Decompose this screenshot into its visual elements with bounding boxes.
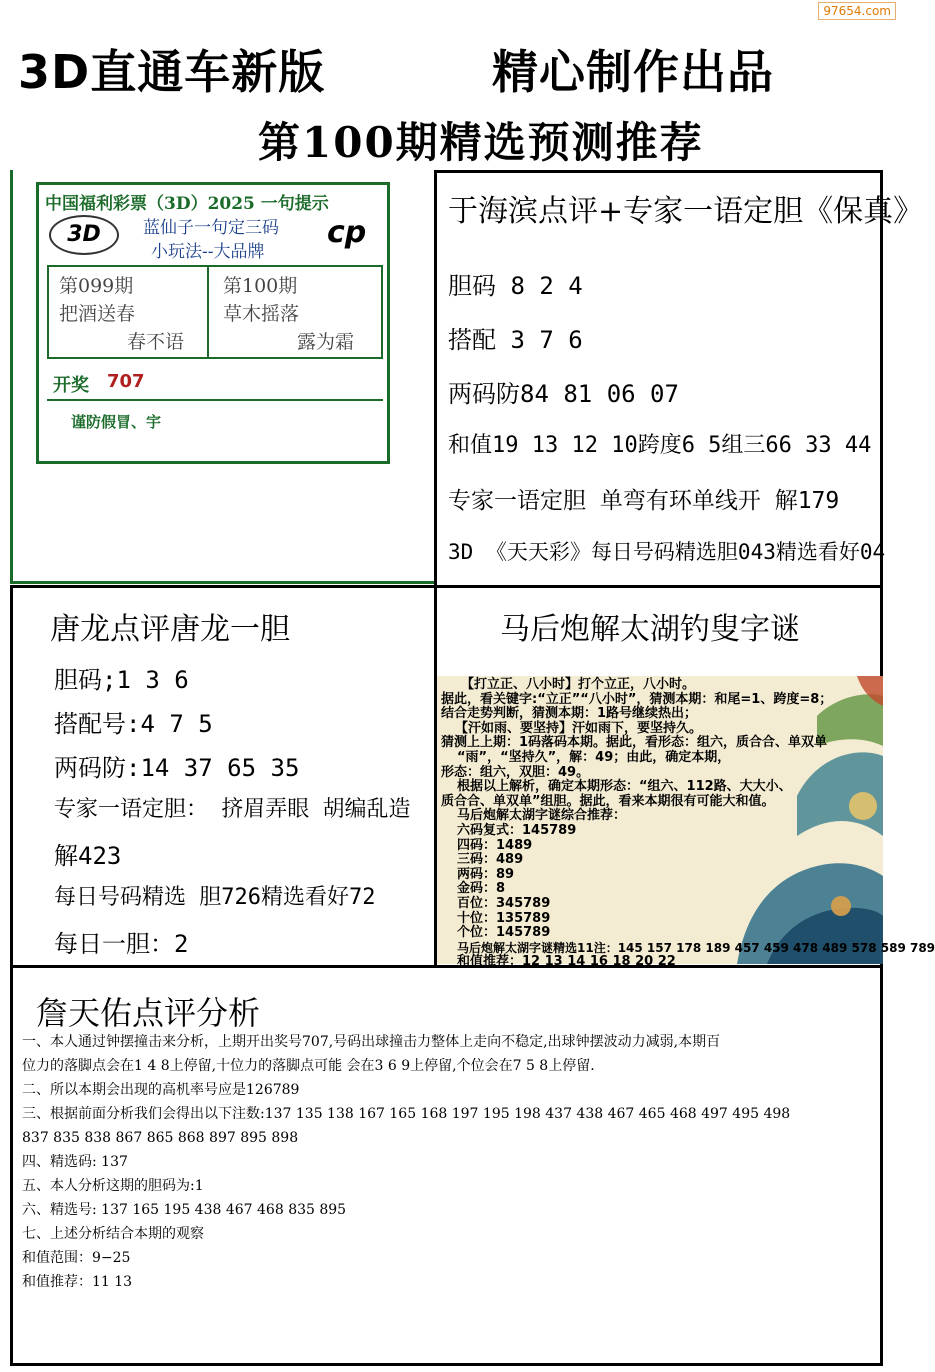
- zhan-title: 詹天佑点评分析: [36, 994, 261, 1032]
- cp-logo: cp: [327, 215, 367, 250]
- riddle-line: 【打立正、八小时】打个立正，八小时。: [461, 677, 696, 692]
- tang-line: 每日一胆：2: [54, 930, 189, 958]
- tang-line: 胆码;1 3 6: [54, 666, 189, 694]
- frame-bottom-border: [10, 1363, 882, 1366]
- riddle-line: 结合走势判断，猜测本期：1路号继续热出；: [441, 706, 698, 722]
- tang-line: 专家一语定胆： 挤眉弄眼 胡编乱造: [54, 797, 411, 822]
- card-slogan-2: 小玩法--大品牌: [151, 242, 265, 262]
- riddle-line: 个位：145789: [457, 925, 551, 941]
- next-line2: 露为霜: [297, 331, 355, 353]
- analysis-line: 五、本人分析这期的胆码为:1: [22, 1178, 204, 1194]
- riddle-line: 马后炮解太湖字谜精选11注：145 157 178 189 457 459 478 489 578 589 789: [457, 940, 935, 955]
- analysis-block: [22, 1030, 790, 1294]
- lottery-card: [36, 182, 390, 464]
- issues-box: [47, 265, 383, 359]
- riddle-line: 十位：135789: [457, 910, 551, 926]
- site-watermark: 97654.com: [818, 2, 896, 20]
- tang-title: 唐龙点评唐龙一胆: [50, 612, 290, 647]
- yu-line: 和值19 13 12 10跨度6 5组三66 33 44: [448, 433, 872, 458]
- riddle-line: 六码复式：145789: [457, 822, 577, 838]
- riddle-line: 形态：组六，双胆：49。: [441, 764, 590, 780]
- analysis-line: 四、精选码: 137: [22, 1154, 128, 1170]
- analysis-line: 和值范围：9−25: [22, 1250, 131, 1266]
- analysis-line: 位力的落脚点会在1 4 8上停留,十位力的落脚点可能 会在3 6 9上停留,个位会在7 5 8上停留.: [22, 1058, 595, 1074]
- riddle-line: 猜测上上期：1码落码本期。据此，看形态：组六，质合合、单双单: [441, 735, 828, 751]
- riddle-line: 马后炮解太湖字谜综合推荐：: [457, 808, 627, 824]
- analysis-line: 三、根据前面分析我们会得出以下注数:137 135 138 167 165 168 197 195 198 437 438 467 465 468 497 495 498: [22, 1106, 791, 1122]
- draw-value: 707: [107, 371, 145, 392]
- frame-row-divider-1: [10, 585, 882, 588]
- riddle-line: 据此，看关键字:“立正”“八小时”，猜测本期：和尾=1、跨度=8；: [441, 691, 833, 707]
- issues-divider: [207, 267, 209, 359]
- analysis-line: 二、所以本期会出现的高机率号应是126789: [22, 1082, 300, 1098]
- riddle-line: 根据以上解析，确定本期形态：“组六、112路、大大小、: [457, 779, 792, 795]
- ma-title: 马后炮解太湖钓叟字谜: [500, 612, 800, 647]
- draw-label: 开奖: [53, 375, 89, 396]
- analysis-line: 和值推荐：11 13: [22, 1274, 133, 1290]
- 3d-logo: 3D: [49, 215, 119, 255]
- yu-line: 3D 《天天彩》每日号码精选胆043精选看好04: [448, 540, 886, 564]
- tang-line: 解423: [54, 842, 122, 870]
- yu-line: 两码防84 81 06 07: [448, 380, 679, 408]
- tang-line: 每日号码精选 胆726精选看好72: [54, 885, 376, 910]
- riddle-line: 四码：1489: [457, 837, 533, 853]
- yu-line: 胆码 8 2 4: [448, 272, 583, 300]
- riddle-line: 【汗如雨、要坚持】汗如雨下，要坚持久。: [455, 720, 703, 736]
- riddle-text-block: [441, 678, 935, 970]
- card-rule: [47, 399, 383, 401]
- riddle-line: 金码：8: [457, 881, 506, 897]
- prev-line1: 把酒送春: [59, 303, 136, 325]
- header-right-title: 精心制作出品: [492, 45, 774, 99]
- yu-line: 搭配 3 7 6: [448, 326, 583, 354]
- riddle-line: 和值推荐：12 13 14 16 18 20 22: [457, 954, 676, 970]
- analysis-line: 六、精选号: 137 165 195 438 467 468 835 895: [22, 1202, 347, 1218]
- tang-line: 两码防:14 37 65 35: [54, 754, 300, 782]
- analysis-line: 一、本人通过钟摆撞击来分析，上期开出奖号707,号码出球撞击力整体上走向不稳定,出球钟摆波动力减弱,本期百: [22, 1034, 721, 1050]
- prev-line2: 春不语: [127, 331, 185, 353]
- next-line1: 草木摇落: [223, 303, 300, 325]
- header-left-title: 3D直通车新版: [18, 45, 326, 99]
- yu-title: 于海滨点评+专家一语定胆《保真》: [448, 194, 924, 229]
- header-subtitle: 第100期精选预测推荐: [258, 118, 704, 167]
- frame-top-border: [434, 170, 882, 173]
- next-issue: 第100期: [223, 275, 298, 297]
- analysis-line: 837 835 838 867 865 868 897 895 898: [22, 1130, 299, 1146]
- tang-line: 搭配号:4 7 5: [54, 710, 213, 738]
- riddle-line: “雨”，“坚持久”，解：49；由此，确定本期，: [457, 749, 731, 765]
- riddle-line: 三码：489: [457, 852, 524, 868]
- card-top-line: 中国福利彩票（3D）2025 一句提示: [45, 194, 329, 214]
- card-warning: 谨防假冒、宇: [71, 413, 162, 431]
- analysis-line: 七、上述分析结合本期的观察: [22, 1226, 204, 1242]
- riddle-line: 两码：89: [457, 866, 515, 882]
- frame-left-border: [10, 585, 13, 1366]
- riddle-image-panel: [437, 676, 935, 970]
- prev-issue: 第099期: [59, 275, 134, 297]
- yu-line: 专家一语定胆 单弯有环单线开 解179: [448, 488, 840, 514]
- riddle-line: 百位：345789: [457, 895, 551, 911]
- riddle-line: 质合合、单双单”组胆。据此，看来本期很有可能大和值。: [441, 793, 775, 809]
- card-slogan-1: 蓝仙子一句定三码: [143, 218, 279, 238]
